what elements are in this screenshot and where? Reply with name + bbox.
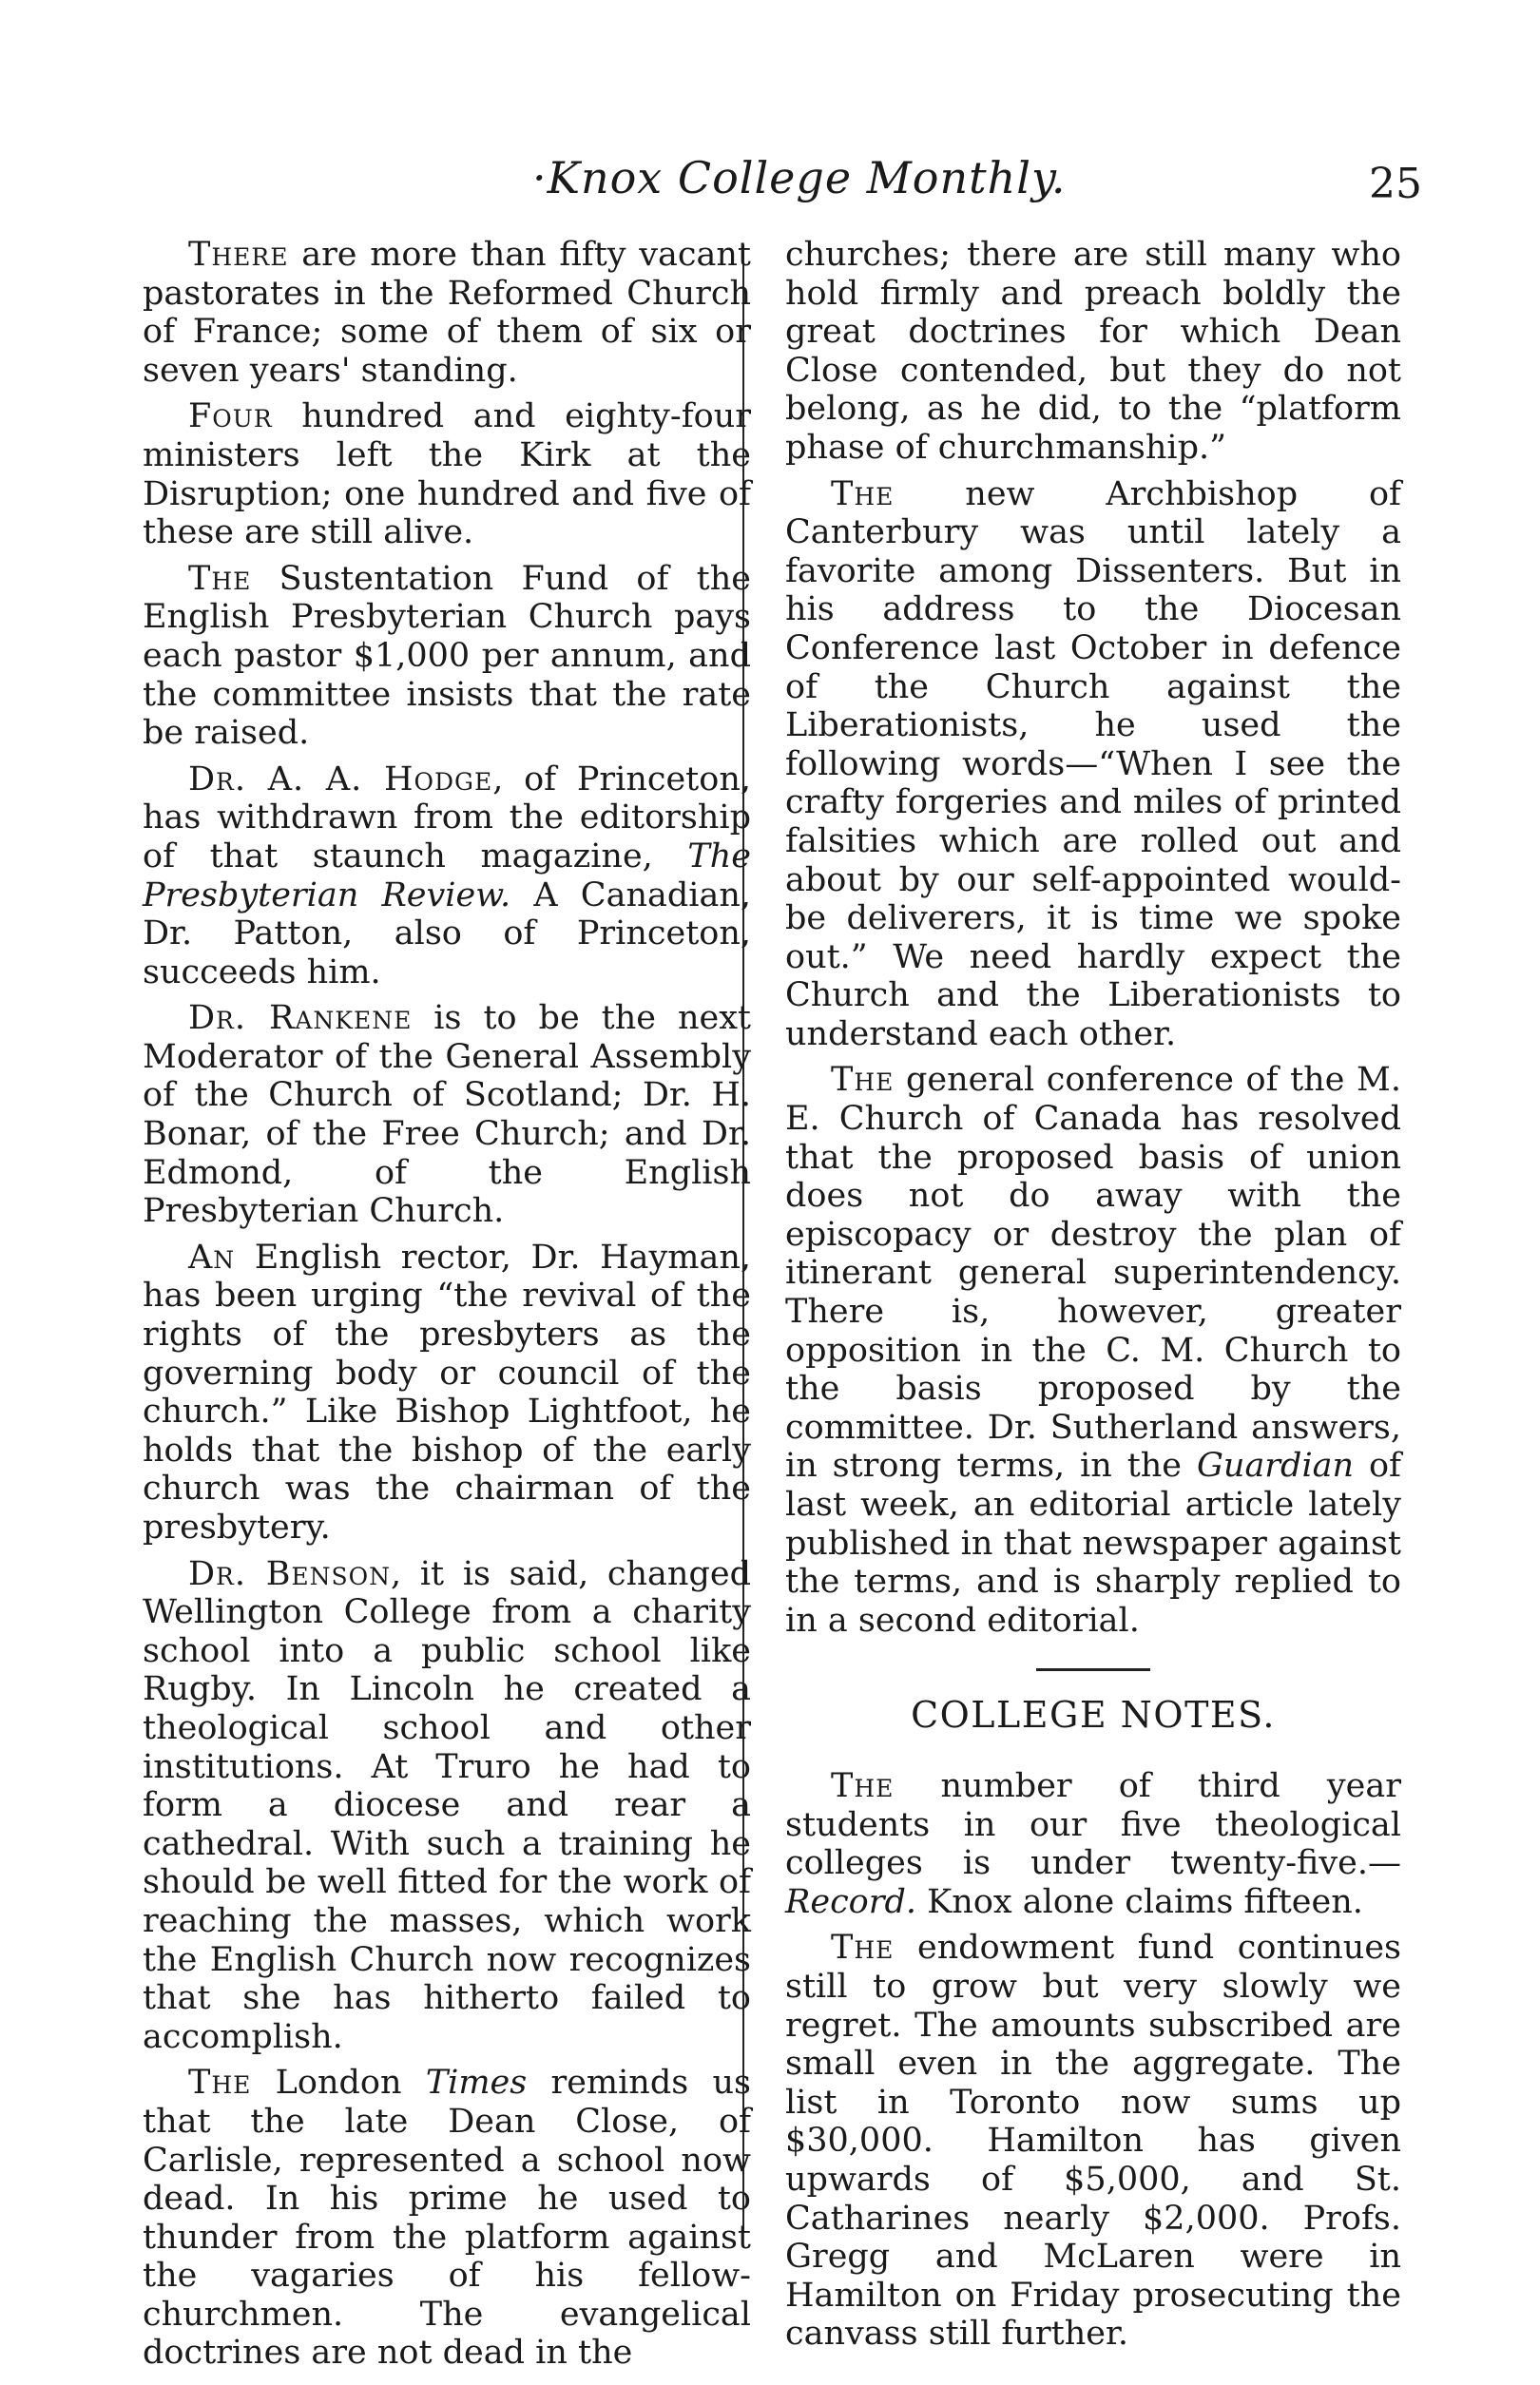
paragraph-text: of last week, an editorial article lately published in that newspaper against the terms, and is sharply replied to in a second editorial. [785, 1447, 1401, 1640]
paragraph-text: is to be the next Moderator of the General Assembly of the Church of Scotland; Dr. H. Bonar, of the Free Church; and Dr. Edmond, of the English Presbyterian Church. [143, 999, 752, 1231]
paragraph-italic: Guardian [1196, 1447, 1355, 1486]
paragraph-lead: The [831, 1061, 895, 1100]
paragraph-italic: Times [425, 2064, 528, 2103]
running-title: ·Knox College Monthly. [532, 152, 1067, 203]
paragraph-lead: Four [188, 397, 273, 436]
paragraph-text: , of Princeton, has withdrawn from the editorship of that staunch magazine, [143, 760, 751, 875]
paragraph-italic: The Presbyterian Review. [143, 837, 751, 914]
paragraph-hayman [143, 1239, 751, 1548]
paragraph-lead: The [831, 474, 895, 513]
paragraph-lead: The [188, 559, 252, 598]
paragraph-hodge [143, 760, 751, 992]
paragraph-endowment-fund [785, 1929, 1401, 2354]
paragraph-text: new Archbishop of Canterbury was until lately a favorite among Dissenters. But in his address to the Diocesan Conference last October in defence of the Church against the Liberationists, he used the following words—“When I see the crafty forgeries and miles of printed falsities which are rolled out and about by our self-appointed would-be deliverers, it is time we spoke out.” We need hardly expect the Church and the Liberationists to understand each other. [785, 474, 1401, 1053]
paragraph-general-conference [785, 1061, 1401, 1640]
paragraph-dean-close [143, 2064, 751, 2373]
right-column [785, 236, 1401, 2361]
paragraph-italic: Record. [785, 1882, 917, 1921]
paragraph-text: English rector, Dr. Hayman, has been urging “the revival of the rights of the presbyters as the governing body or council of the church.” Like Bishop Lightfoot, he holds that the bishop of the early church was the chairman of the presbytery. [143, 1238, 751, 1547]
paragraph-text: Knox alone claims fifteen. [916, 1882, 1363, 1921]
paragraph-benson [143, 1555, 751, 2057]
paragraph-rankene [143, 999, 751, 1231]
paragraph-text: Sustentation Fund of the English Presbyterian Church pays each pastor $1,000 per annum, and the committee insists that the rate be raised. [143, 559, 751, 753]
paragraph-text: A Canadian, Dr. Patton, also of Princeton, succeeds him. [143, 875, 751, 991]
paragraph-text: are more than fifty vacant pastorates in the Reformed Church of France; some of them of six or seven years' standing. [143, 236, 751, 390]
paragraph-lead: The [831, 1766, 895, 1805]
paragraph-text: churches; there are still many who hold firmly and preach boldly the great doctrines for which Dean Close contended, but they do not belong, as he did, to the “platform phase of churchmanship.” [785, 236, 1401, 467]
paragraph-continued [785, 236, 1401, 468]
paragraph-third-year-students [785, 1767, 1401, 1921]
paragraph-lead: The [188, 2064, 252, 2103]
paragraph-text: number of third year students in our five theological colleges is under twenty-five.— [785, 1766, 1401, 1883]
section-heading: COLLEGE NOTES. [911, 1694, 1276, 1737]
page-number: 25 [1369, 160, 1422, 208]
paragraph-vacant-pastorates [143, 236, 751, 390]
paragraph-lead: An [188, 1238, 236, 1277]
section-rule [1036, 1668, 1150, 1671]
paragraph-disruption-ministers [143, 397, 751, 551]
paragraph-lead: There [188, 236, 289, 274]
paragraph-text: London [251, 2064, 426, 2103]
paragraph-archbishop [785, 475, 1401, 1054]
paragraph-text: endowment fund continues still to grow but very slowly we regret. The amounts subscribed are small even in the aggregate. The list in Toronto now sums up $30,000. Hamilton has given upwards of $5,000, and St. Catharines nearly $2,000. Profs. Gregg and McLaren were in Hamilton on Friday prosecuting the canvass still further. [785, 1929, 1401, 2354]
paragraph-text: hundred and eighty-four ministers left the Kirk at the Disruption; one hundred and five of these are still alive. [143, 397, 751, 552]
paragraph-lead: Dr. Rankene [188, 999, 413, 1038]
paragraph-text: , it is said, changed Wellington College from a charity school into a public school like Rugby. In Lincoln he created a theological school and other institutions. At Truro he had to form a diocese and rear a cathedral. With such a training he should be well fitted for the work of reaching the masses, which work the English Church now recognizes that she has hitherto failed to accomplish. [143, 1554, 751, 2056]
paragraph-text: reminds us that the late Dean Close, of Carlisle, represented a school now dead. In his prime he used to thunder from the platform against the vagaries of his fellow-churchmen. The evangelical doctrines are not dead in the [143, 2064, 751, 2373]
left-column [143, 236, 751, 2380]
paragraph-lead: Dr. A. A. Hodge [188, 760, 493, 798]
paragraph-lead: Dr. Benson [188, 1554, 392, 1593]
paragraph-text: general conference of the M. E. Church of Canada has resolved that the proposed basis of union does not do away with the episcopacy or destroy the plan of itinerant general superintendency. There is, however, greater opposition in the C. M. Church to the basis proposed by the committee. Dr. Sutherland answers, in strong terms, in the [785, 1061, 1401, 1486]
paragraph-lead: The [831, 1929, 895, 1968]
paragraph-sustentation-fund [143, 560, 751, 753]
